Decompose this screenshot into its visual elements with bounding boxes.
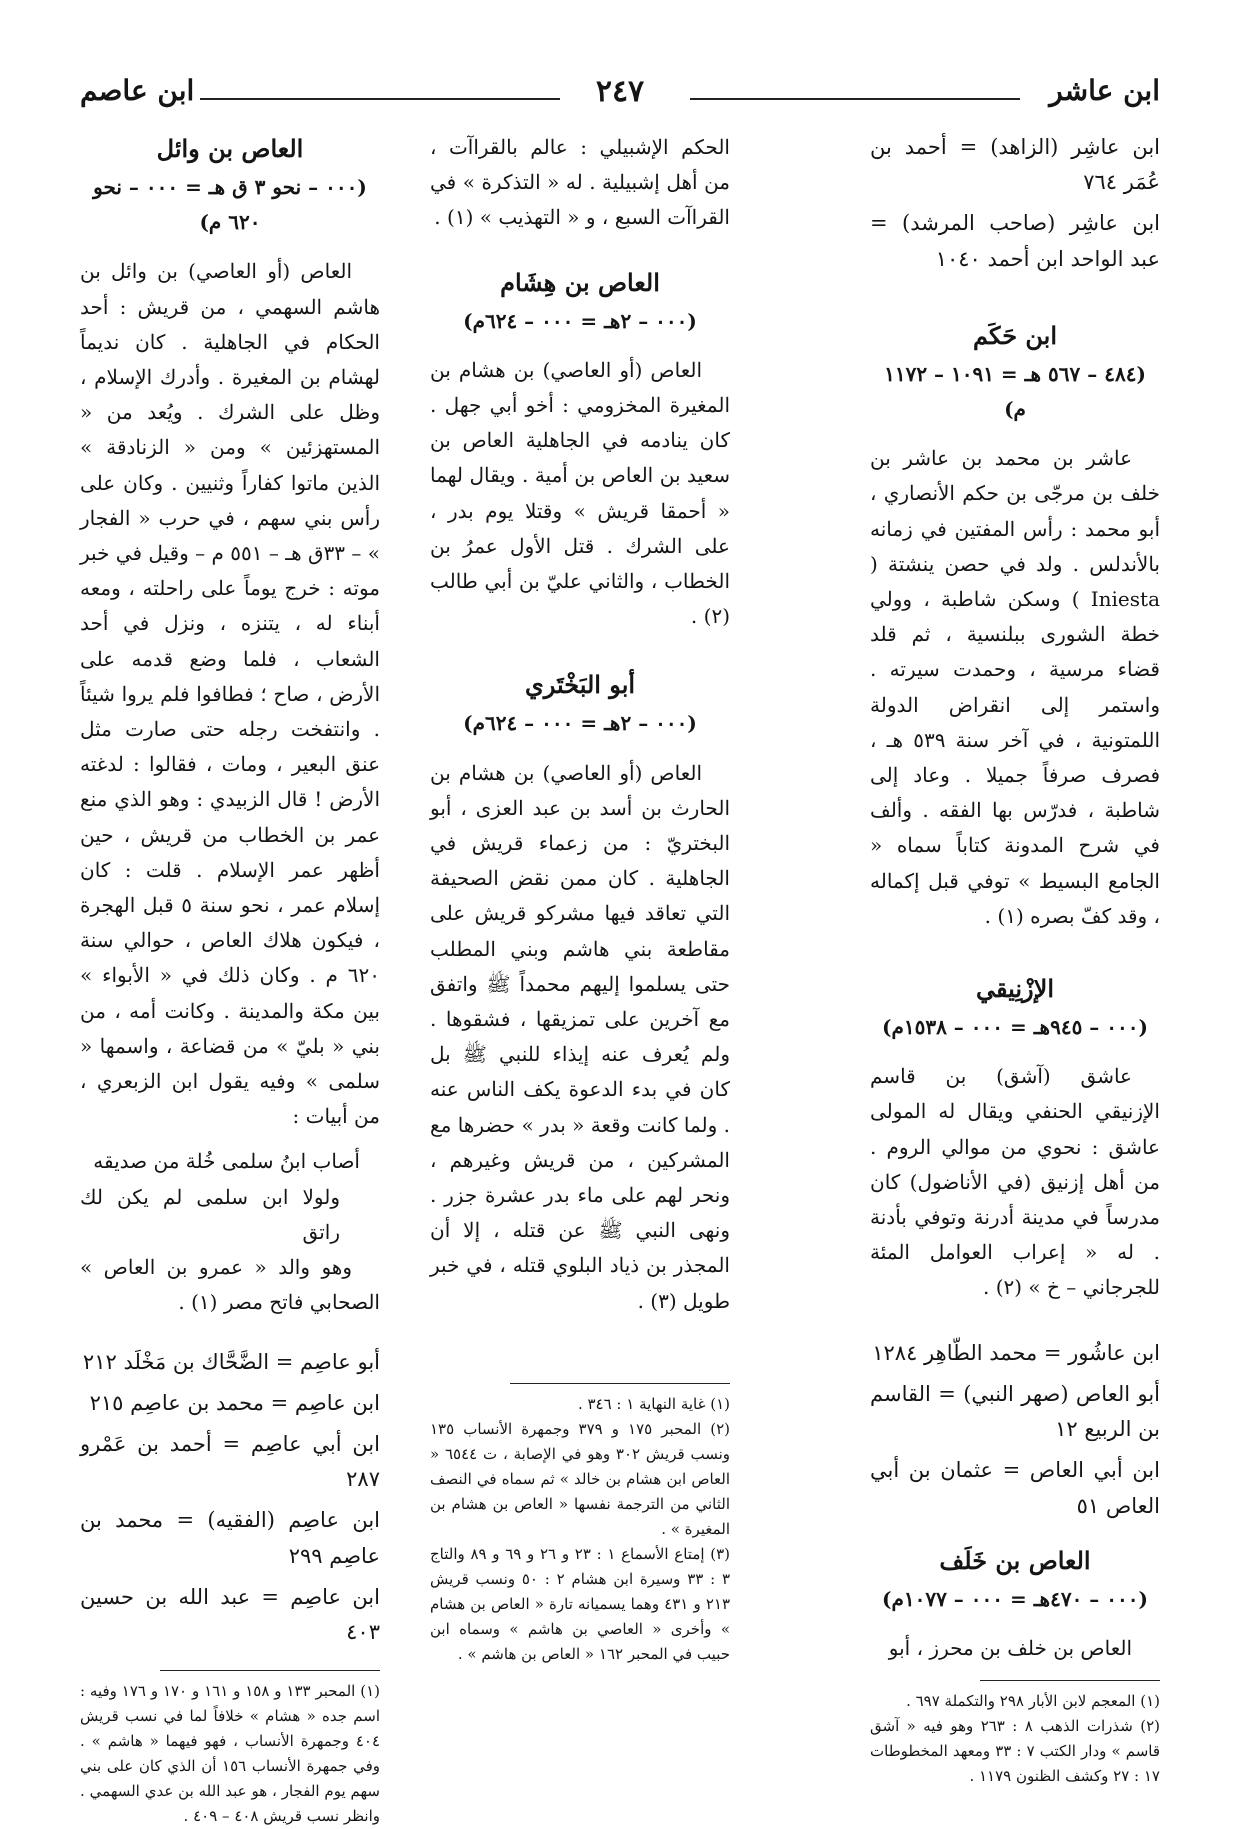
entry-title: العاص بن هِشَام [500, 267, 660, 297]
footnote: (٣) إمتاع الأسماع ١ : ٢٣ و ٢٦ و ٦٩ و ٨٩ والتاج ٣ : ٣٣ وسيرة ابن هشام ٢ : ٥٠ ونسب قريش ٢١٣ و ٤٣١ وهما يسميانه تارة « العاص بن هشام » وأخرى « العاصي بن هاشم » وسماه ابن حبيب في المحبر ١٦٢ « العاص بن هاشم » . [430, 1544, 731, 1663]
entry-dates: (٠٠٠ – ٢هـ = ٠٠٠ – ٦٢٤م) [463, 711, 697, 736]
cross-reference: ابن عاصِم (الفقيه) = محمد بن عاصِم ٢٩٩ [80, 1508, 380, 1568]
footnote: (٢) المحبر ١٧٥ و ٣٧٩ وجمهرة الأنساب ١٣٥ ونسب قريش ٣٠٢ وهو في الإصابة ، ت ٦٥٤٤ « العاص ابن هشام بن خالد » ثم سماه في النصف الثاني من الترجمة نفسها « العاص بن هشام بن المغيرة » . [430, 1419, 730, 1538]
cross-reference: أبو العاص (صهر النبي) = القاسم بن الربيع ١٢ [870, 1381, 1160, 1442]
entry-body: عاشر بن محمد بن عاشر بن خلف بن مرجّى بن حكم الأنصاري ، أبو محمد : رأس المفتين في زمانه بالأندلس . ولد في حصن ينشتة ( Iniesta ) وسكن شاطبة ، وولي خطة الشورى ببلنسية ، ثم قلد قضاء مرسية ، وحمدت سيرته . واستمر إلى انقراض الدولة اللمتونية ، في آخر سنة ٥٣٩ هـ ، فصرف صرفاً جميلا . وعاد إلى شاطبة ، فدرّس بها الفقه . وألف في شرح المدونة كتاباً سماه « الجامع البسيط » توفي قبل إكماله ، وقد كفّ بصره (١) . [870, 446, 1161, 928]
cross-reference: ابن عاشِر (صاحب المرشد) = عبد الواحد ابن أحمد ١٠٤٠ [870, 211, 1160, 271]
cross-reference: أبو عاصِم = الضَّحَّاك بن مَخْلَد ٢١٢ [82, 1349, 380, 1374]
entry-title: العاص بن وائل [156, 134, 304, 163]
entry-body: العاص (أو العاصي) بن وائل بن هاشم السهمي ، من قريش : أحد الحكام في الجاهلية . كان نديماً لهشام بن المغيرة . وأدرك الإسلام ، وظل على الشرك . ويُعد من « المستهزئين » ومن « الزنادقة » الذين ماتوا كفاراً وثنيين . وكان على رأس بني سهم ، في حرب « الفجار » – ٣٣ق هـ – ٥٥١ م – وقيل في خبر موته : خرج يوماً على راحلته ، ومعه أبناء له ، يتنزه ، ونزل في أحد الشعاب ، فلما وضع قدمه على الأرض ، صاح ؛ فطافوا فلم يروا شيئاً . وانتفخت رجله حتى صارت مثل عنق البعير ، ومات ، فقالوا : لدغته الأرض ! قال الزبيدي : وهو الذي منع عمر بن الخطاب من قريش ، حين أظهر عمر الإسلام . قلت : كان إسلام عمر ، نحو سنة ٥ قبل الهجرة ، فيكون هلاك العاص ، حوالي سنة ٦٢٠ م . وكان ذلك في « الأبواء » بين مكة والمدينة . وكانت أمه ، من بني « بليّ » من قضاعة ، واسمها « سلمى » وفيه يقول ابن الزبعري ، من أبيات : [80, 259, 381, 1129]
entry-body: العاص بن خلف بن محرز ، أبو [888, 1635, 1132, 1660]
entry-title: الإزْنِيقي [975, 974, 1054, 1004]
entry-dates: (٤٨٤ – ٥٦٧ هـ = ١٠٩١ – ١١٧٢ م) [884, 361, 1146, 422]
verse-line: ولولا ابن سلمى لم يكن لك راتق [80, 1184, 340, 1244]
footnote-rule [510, 1383, 730, 1384]
entry-dates: (٠٠٠ – ٢هـ = ٠٠٠ – ٦٢٤م) [463, 308, 697, 333]
cross-reference: ابن عاصِم = عبد الله بن حسين ٤٠٣ [80, 1584, 380, 1644]
column-middle [430, 130, 731, 1663]
footnote-rule [160, 1670, 380, 1671]
column-left [80, 130, 381, 1826]
entry-body-end: وهو والد « عمرو بن العاص » الصحابي فاتح مصر (١) . [80, 1255, 380, 1315]
cross-reference: ابن عاصِم = محمد بن عاصِم ٢١٥ [89, 1390, 380, 1415]
entry-body: عاشق (آشق) بن قاسم الإزنيقي الحنفي ويقال له المولى عاشق : نحوي من موالي الروم . من أهل إزنيق (في الأناضول) كان مدرساً في مدينة أدرنة وتوفي بأدنة . له « إعراب العوامل المئة للجرجاني – خ » (٢) . [870, 1064, 1160, 1300]
footnote-rule [980, 1680, 1160, 1681]
footnote: (١) المعجم لابن الأبار ٢٩٨ والتكملة ٦٩٧ . [906, 1692, 1160, 1711]
header-rule [690, 98, 1020, 100]
footnote: (١) غاية النهاية ١ : ٣٤٦ . [577, 1394, 730, 1413]
header-right-title: ابن عاشر [1049, 74, 1160, 107]
column-right [870, 130, 1161, 1786]
entry-body-continued: الحكم الإشبيلي : عالم بالقراآت ، من أهل إشبيلية . له « التذكرة » في القراآت السبع ، و « التهذيب » (١) . [430, 135, 730, 230]
header-left-title: ابن عاصم [80, 74, 195, 107]
entry-body: العاص (أو العاصي) بن هشام بن الحارث بن أسد بن عبد العزى ، أبو البختريّ : من زعماء قريش في الجاهلية . كان ممن نقض الصحيفة التي تعاقد فيها مشركو قريش على مقاطعة بني هاشم وبني المطلب حتى يسلموا إليهم محمداً ﷺ واتفق مع آخرين على تمزيقها ، فشقوها . ولم يُعرف عنه إيذاء للنبي ﷺ بل كان في بدء الدعوة يكف الناس عنه . ولما كانت وقعة « بدر » حضرها مع المشركين ، من قريش وغيرهم ، ونحر لهم على ماء بدر عشرة جزر . ونهى النبي ﷺ عن قتله ، إلا أن المجذر بن ذياد البلوي قتله ، في خبر طويل (٣) . [430, 760, 730, 1313]
entry-body: العاص (أو العاصي) بن هشام بن المغيرة المخزومي : أخو أبي جهل . كان ينادمه في الجاهلية العاص بن سعيد بن العاص بن أمية . ويقال لهما « أحمقا قريش » وقتلا يوم بدر ، على الشرك . قتل الأول عمرُ بن الخطاب ، والثاني عليّ بن أبي طالب (٢) . [430, 357, 730, 629]
footnote: (١) المحبر ١٣٣ و ١٥٨ و ١٦١ و ١٧٠ و ١٧٦ وفيه : اسم جده « هشام » خلافاً لما في نسب قريش ٤٠٤ وجمهرة الأنساب ، فهو فيهما « هاشم » . وفي جمهرة الأنساب ١٥٦ أن الذي كان على بني سهم يوم الفجار ، هو عبد الله بن عدي السهمي . وانظر نسب قريش ٤٠٨ – ٤٠٩ . [80, 1682, 380, 1826]
cross-reference: ابن أبي العاص = عثمان بن أبي العاص ٥١ [870, 1458, 1160, 1518]
entry-dates: (٠٠٠ – ٤٧٠هـ = ٠٠٠ – ١٠٧٧م) [882, 1586, 1148, 1611]
entry-dates: (٠٠٠ – نحو ٣ ق هـ = ٠٠٠ – نحو ٦٢٠ م) [93, 175, 367, 235]
header-rule [200, 98, 560, 100]
entry-title: ابن حَكَم [972, 320, 1058, 350]
entry-title: أبو البَخْتَري [524, 670, 636, 700]
entry-title: العاص بن خَلَف [939, 1545, 1091, 1575]
cross-reference: ابن عاشُور = محمد الطّاهِر ١٢٨٤ [872, 1340, 1160, 1365]
entry-dates: (٠٠٠ – ٩٤٥هـ = ٠٠٠ – ١٥٣٨م) [882, 1015, 1148, 1040]
verse-line: أصاب ابنُ سلمى خُلة من صديقه [93, 1149, 360, 1174]
cross-reference: ابن أبي عاصِم = أحمد بن عَمْرو ٢٨٧ [80, 1431, 380, 1492]
footnote: (٢) شذرات الذهب ٨ : ٢٦٣ وهو فيه « آشق قاسم » ودار الكتب ٧ : ٣٣ ومعهد المخطوطات ١٧ : ٢٧ وكشف الظنون ١١٧٩ . [870, 1717, 1161, 1786]
page-number: ٢٤٧ [560, 74, 680, 109]
page-header [80, 74, 1160, 118]
cross-reference: ابن عاشِر (الزاهد) = أحمد بن عُمَر ٧٦٤ [870, 135, 1160, 195]
